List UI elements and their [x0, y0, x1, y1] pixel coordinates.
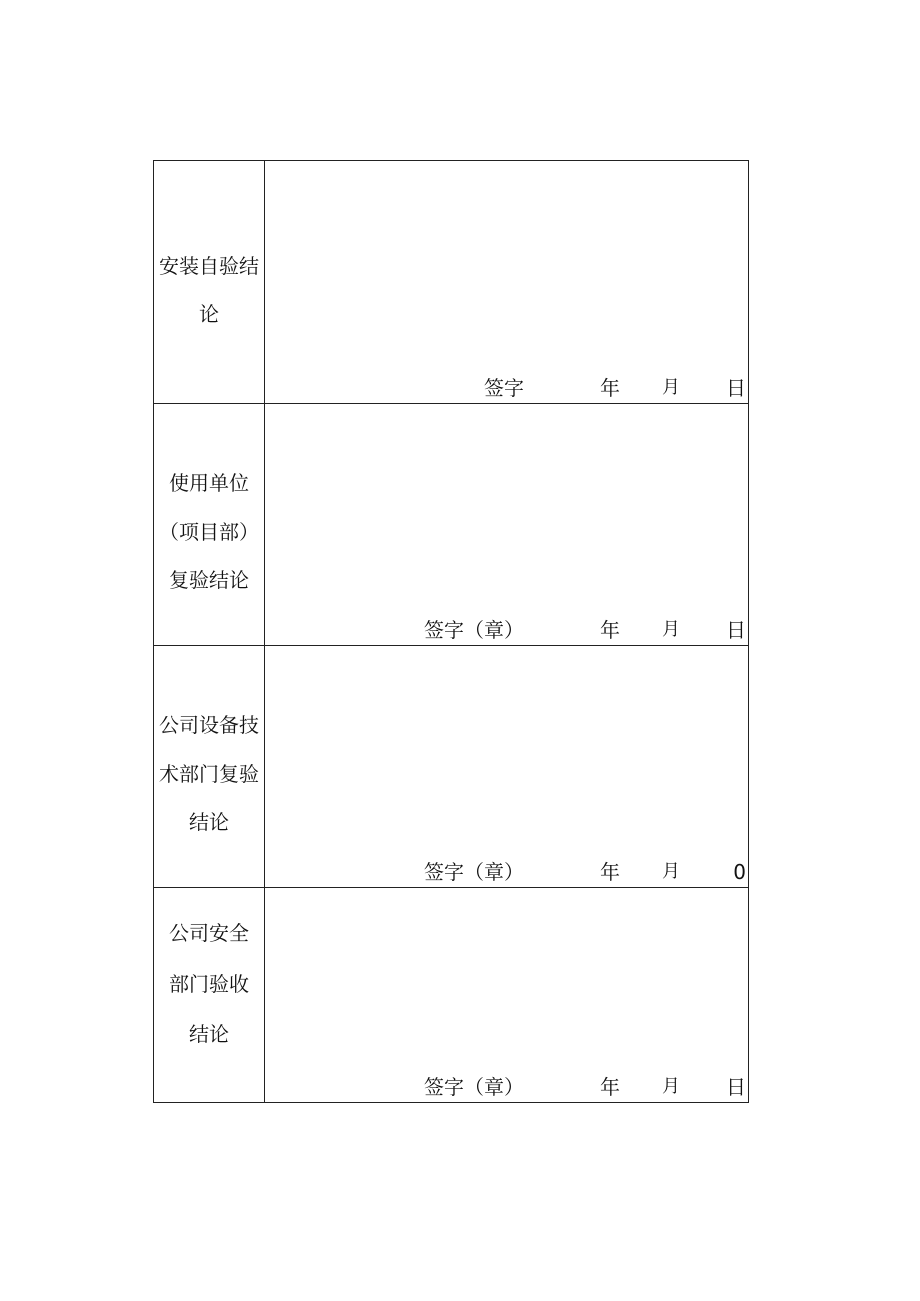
row-label-cell [154, 646, 265, 888]
row-label-line: 安装自验结 [159, 254, 259, 278]
month-label: 月 [662, 1076, 680, 1097]
signature-label: 签字（章） [424, 860, 524, 884]
row-label-line: 术部门复验 [159, 762, 259, 786]
row-label-line: 使用单位 [169, 471, 249, 495]
row-label-line: （项目部） [159, 520, 259, 544]
year-label: 年 [600, 376, 620, 400]
year-label: 年 [600, 618, 620, 642]
day-label: 日 [726, 618, 746, 642]
month-label: 月 [662, 377, 680, 398]
row-label-line: 论 [199, 302, 219, 326]
row-label-line: 部门验收 [169, 972, 249, 996]
signature-label: 签字 [484, 376, 524, 400]
day-label: 日 [726, 376, 746, 400]
conclusion-field[interactable] [265, 888, 749, 1103]
form-row-safety-acceptance [154, 888, 749, 1103]
form-row-user-unit-recheck [154, 404, 749, 646]
row-label-line: 公司安全 [169, 921, 249, 945]
conclusion-field[interactable] [265, 161, 749, 404]
row-label-line: 复验结论 [169, 568, 249, 592]
day-label: 0 [733, 860, 746, 884]
row-label-cell [154, 161, 265, 404]
conclusion-field[interactable] [265, 646, 749, 888]
form-row-installation-self-check [154, 161, 749, 404]
conclusion-field[interactable] [265, 404, 749, 646]
signature-label: 签字（章） [424, 618, 524, 642]
form-row-equipment-tech-recheck [154, 646, 749, 888]
month-label: 月 [662, 861, 680, 882]
row-label-line: 结论 [189, 1022, 229, 1046]
row-label-line: 结论 [189, 810, 229, 834]
row-label-cell [154, 888, 265, 1103]
row-label-cell [154, 404, 265, 646]
year-label: 年 [600, 1075, 620, 1099]
year-label: 年 [600, 860, 620, 884]
signature-label: 签字（章） [424, 1075, 524, 1099]
acceptance-form-table [153, 160, 749, 1103]
day-label: 日 [726, 1075, 746, 1099]
row-label-line: 公司设备技 [159, 713, 259, 737]
month-label: 月 [662, 619, 680, 640]
